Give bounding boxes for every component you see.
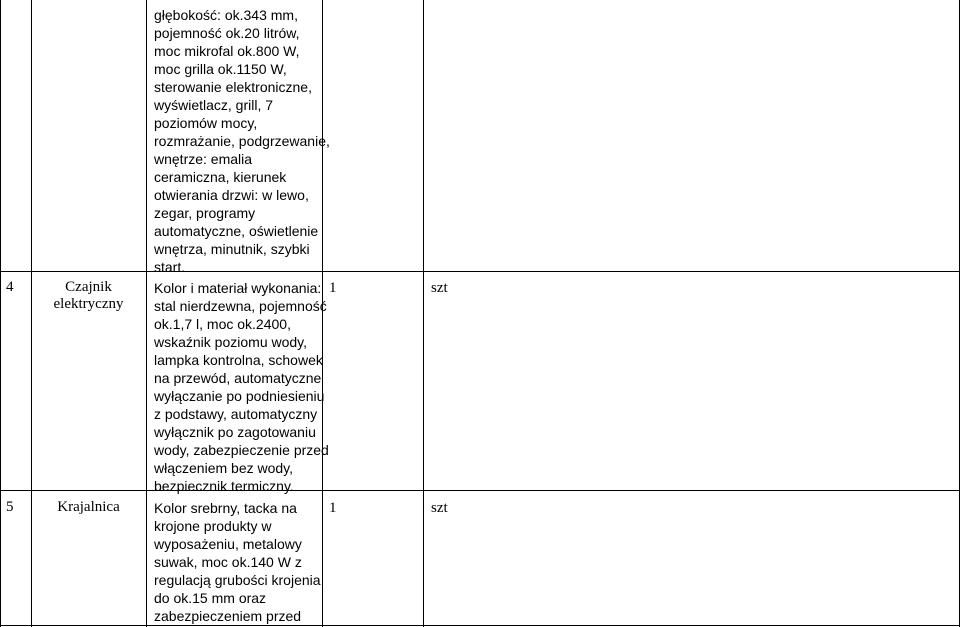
- table-row-description: Kolor i materiał wykonania: stal nierdzewna, pojemność ok.1,7 l, moc ok.2400, wskaźnik poziomu wody, lampka kontrolna, schowek na przewód, automatyczne wyłączanie po podniesieniu z podstawy, automatyczny wyłącznik po zagotowaniu wody, zabezpieczenie przed włączeniem bez wody, bezpiecznik termiczny.: [154, 280, 329, 494]
- grid-line: [0, 271, 960, 272]
- grid-line: [423, 0, 424, 627]
- grid-line: [0, 0, 1, 627]
- grid-line: [146, 0, 147, 627]
- item-unit: szt: [431, 280, 448, 296]
- item-unit: szt: [431, 500, 448, 516]
- item-name: Czajnik elektryczny: [53, 279, 124, 312]
- item-quantity: 1: [329, 280, 337, 296]
- item-quantity: 1: [329, 500, 337, 516]
- grid-line: [31, 0, 32, 627]
- table-row-description: głębokość: ok.343 mm, pojemność ok.20 litrów, moc mikrofal ok.800 W, moc grilla ok.1150 W, sterowanie elektroniczne, wyświetlacz, grill, 7 poziomów mocy, rozmrażanie, podgrzewanie, wnętrze: emalia ceramiczna, kierunek otwierania drzwi: w lewo, zegar, programy automatyczne, oświetlenie wnętrza, minutnik, szybki start.: [154, 7, 330, 275]
- grid-line: [0, 625, 960, 626]
- item-name: Krajalnica: [57, 499, 120, 515]
- row-number: 4: [6, 279, 14, 295]
- grid-line: [0, 490, 960, 491]
- row-number: 5: [6, 499, 14, 515]
- table-row-description: Kolor srebrny, tacka na krojone produkty w wyposażeniu, metalowy suwak, moc ok.140 W z regulacją grubości krojenia do ok.15 mm oraz zabezpieczeniem przed: [154, 500, 321, 624]
